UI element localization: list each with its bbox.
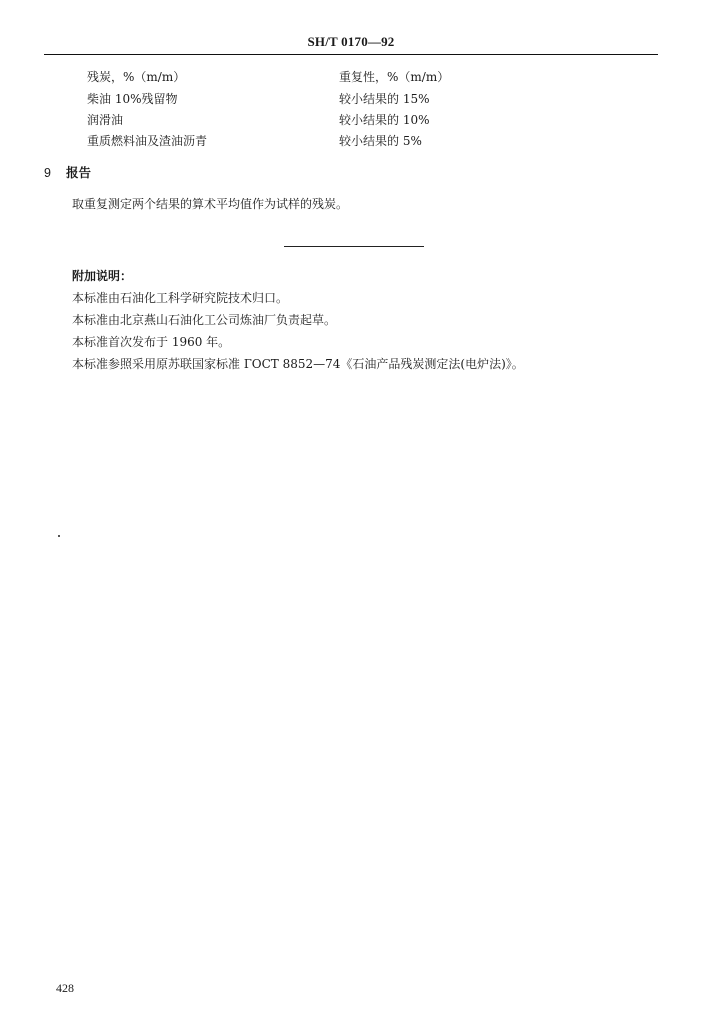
- section-title: 报告: [66, 165, 92, 180]
- scan-speck: [58, 535, 60, 537]
- table-cell-repeatability: 较小结果的 15%: [339, 92, 430, 106]
- table-cell-item: 重质燃料油及渣油沥青: [87, 134, 208, 148]
- section-heading: [44, 163, 91, 181]
- additional-notes-title: 附加说明：: [72, 269, 133, 283]
- table-row: [0, 90, 702, 108]
- table-cell-item: 柴油 10%残留物: [87, 92, 178, 106]
- table-cell-item: 润滑油: [87, 113, 124, 127]
- standard-code: SH/T 0170—92: [307, 34, 395, 49]
- note-line: 本标准首次发布于 1960 年。: [72, 335, 231, 349]
- table-cell-repeatability: 较小结果的 5%: [339, 134, 422, 148]
- table-cell-repeatability: 重复性，%（m/m）: [339, 70, 450, 84]
- table-cell-repeatability: 较小结果的 10%: [339, 113, 430, 127]
- section-number: 9: [44, 166, 51, 180]
- section-body: 取重复测定两个结果的算术平均值作为试样的残炭。: [72, 197, 349, 211]
- note-line: 本标准由石油化工科学研究院技术归口。: [72, 291, 289, 305]
- table-cell-item: 残炭，%（m/m）: [87, 70, 186, 84]
- table-row: [0, 111, 702, 129]
- end-rule: [284, 246, 424, 247]
- note-line: 本标准参照采用原苏联国家标准 ГОСТ 8852—74《石油产品残炭测定法(电炉法)》。: [72, 357, 524, 371]
- table-row: [0, 132, 702, 150]
- page-number: 428: [56, 981, 74, 995]
- note-line: 本标准由北京燕山石油化工公司炼油厂负责起草。: [72, 313, 337, 327]
- header-rule: [44, 54, 658, 55]
- table-row: [0, 68, 702, 86]
